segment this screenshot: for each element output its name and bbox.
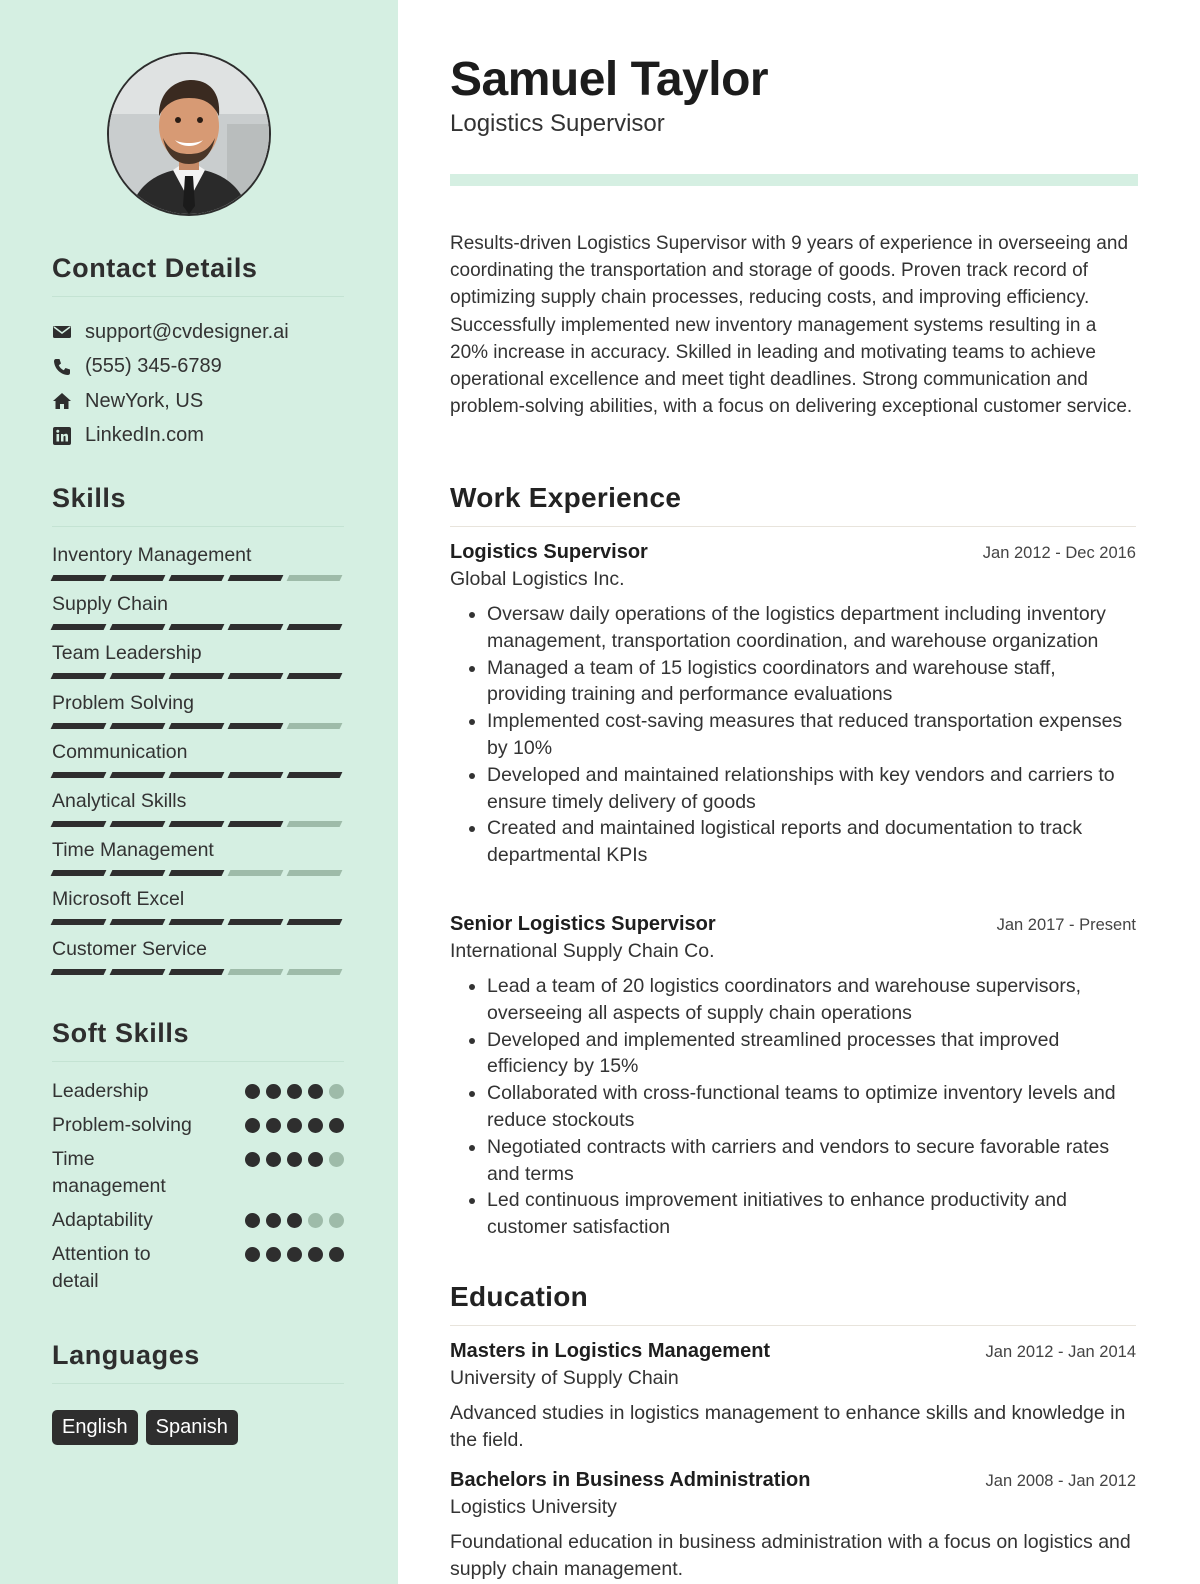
soft-skill-item <box>52 1241 344 1295</box>
rating-dot <box>245 1084 260 1099</box>
languages-heading: Languages <box>52 1340 344 1384</box>
job-company: International Supply Chain Co. <box>450 940 715 962</box>
contact-location-text: NewYork, US <box>85 389 204 412</box>
skill-level-segment <box>169 624 225 630</box>
skill-item <box>52 543 344 592</box>
rating-dot <box>308 1118 323 1133</box>
rating-dot <box>245 1118 260 1133</box>
job-company: Global Logistics Inc. <box>450 568 625 590</box>
skill-name: Communication <box>52 740 188 763</box>
skill-level-segment <box>110 919 166 925</box>
languages-section <box>52 1340 344 1445</box>
profile-photo <box>109 54 269 214</box>
rating-dot <box>287 1213 302 1228</box>
soft-skill-item <box>52 1207 344 1234</box>
linkedin-icon <box>52 426 72 446</box>
skill-level-segment <box>51 919 107 925</box>
skill-level-segment <box>169 821 225 827</box>
home-icon <box>52 391 72 411</box>
rating-dot <box>308 1084 323 1099</box>
skill-name: Analytical Skills <box>52 789 187 812</box>
skill-level-segment <box>51 969 107 975</box>
phone-icon <box>52 357 72 377</box>
skill-level-segment <box>287 821 343 827</box>
job-bullet: • Developed and maintained relationships with key vendors and carriers to ensure timely delivery of goods <box>487 762 1136 816</box>
job-bullet: • Lead a team of 20 logistics coordinators and warehouse supervisors, overseeing all aspects of supply chain operations <box>487 973 1136 1027</box>
skill-item <box>52 838 344 887</box>
soft-skill-name: Problem-solving <box>52 1114 192 1136</box>
rating-dot <box>266 1118 281 1133</box>
skills-section <box>52 483 344 986</box>
education-entry <box>450 1469 1136 1583</box>
contact-phone-text: (555) 345-6789 <box>85 355 222 378</box>
rating-dot <box>266 1084 281 1099</box>
soft-skill-rating <box>245 1241 344 1262</box>
job-bullet: • Implemented cost-saving measures that reduced transportation expenses by 10% <box>487 708 1136 762</box>
skill-level-segment <box>51 821 107 827</box>
contact-linkedin-text: LinkedIn.com <box>85 424 204 447</box>
skill-level-segment <box>169 870 225 876</box>
job-bullets <box>450 973 1136 1241</box>
job-bullet: • Negotiated contracts with carriers and vendors to secure favorable rates and terms <box>487 1134 1136 1188</box>
skill-level-segment <box>228 919 284 925</box>
skill-level-bar <box>52 723 344 729</box>
skill-name: Microsoft Excel <box>52 888 185 911</box>
skill-level-segment <box>228 772 284 778</box>
job-entry <box>450 913 1136 1241</box>
skill-level-segment <box>169 723 225 729</box>
skill-level-segment <box>287 673 343 679</box>
skill-level-segment <box>110 624 166 630</box>
soft-skill-item <box>52 1078 344 1105</box>
rating-dot <box>329 1084 344 1099</box>
skill-level-segment <box>287 723 343 729</box>
rating-dot <box>308 1213 323 1228</box>
soft-skill-item <box>52 1146 344 1200</box>
skill-item <box>52 641 344 690</box>
skill-level-segment <box>169 575 225 581</box>
soft-skill-rating <box>245 1112 344 1133</box>
skill-level-bar <box>52 772 344 778</box>
language-badge: Spanish <box>146 1410 238 1445</box>
skill-name: Customer Service <box>52 937 207 960</box>
job-entry <box>450 541 1136 869</box>
job-bullet: • Developed and implemented streamlined processes that improved efficiency by 15% <box>487 1027 1136 1081</box>
skill-level-segment <box>287 969 343 975</box>
skill-level-segment <box>51 673 107 679</box>
skill-level-segment <box>110 673 166 679</box>
language-badge: English <box>52 1410 138 1445</box>
degree-dates: Jan 2008 - Jan 2012 <box>985 1472 1136 1490</box>
rating-dot <box>287 1084 302 1099</box>
skill-name: Time Management <box>52 839 214 862</box>
skill-level-segment <box>228 821 284 827</box>
skill-level-segment <box>169 772 225 778</box>
skill-level-segment <box>110 821 166 827</box>
contact-email-text: support@cvdesigner.ai <box>85 320 289 343</box>
job-bullet: • Led continuous improvement initiatives to enhance productivity and customer satisfaction <box>487 1187 1136 1241</box>
skill-level-bar <box>52 673 344 679</box>
rating-dot <box>287 1118 302 1133</box>
degree-title: Masters in Logistics Management <box>450 1340 771 1362</box>
skill-level-bar <box>52 624 344 630</box>
sidebar <box>0 0 398 1584</box>
education-heading: Education <box>450 1281 1136 1326</box>
soft-skill-name: Adaptability <box>52 1209 153 1231</box>
soft-skill-name: Time management <box>52 1148 166 1197</box>
skill-level-segment <box>110 969 166 975</box>
rating-dot <box>329 1213 344 1228</box>
degree-title: Bachelors in Business Administration <box>450 1469 811 1491</box>
skill-level-segment <box>228 673 284 679</box>
skill-level-segment <box>169 919 225 925</box>
school-name: University of Supply Chain <box>450 1367 679 1389</box>
job-title: Logistics Supervisor <box>450 541 648 563</box>
skill-level-segment <box>110 575 166 581</box>
envelope-icon <box>52 322 72 342</box>
contact-phone[interactable] <box>52 350 344 385</box>
skill-level-segment <box>51 772 107 778</box>
soft-skills-section <box>52 1018 344 1302</box>
soft-skills-list <box>52 1078 344 1295</box>
work-experience-heading: Work Experience <box>450 482 1136 527</box>
profile-summary: Results-driven Logistics Supervisor with 9 years of experience in overseeing and coordinating the transportation and storage of goods. Proven track record of optimizing supply chain processes, reducing costs, and improving efficiency. Successfully implemented new inventory management systems resulting in a 20% increase in accuracy. Skilled in leading and motivating teams to achieve operational excellence and meet tight deadlines. Strong communication and problem-solving abilities, with a focus on delivering exceptional customer service. <box>450 233 1133 418</box>
skill-item <box>52 789 344 838</box>
soft-skill-name: Attention to detail <box>52 1243 151 1292</box>
skill-level-bar <box>52 870 344 876</box>
skill-level-segment <box>228 575 284 581</box>
skill-level-segment <box>110 772 166 778</box>
education-entry <box>450 1340 1136 1454</box>
skill-name: Problem Solving <box>52 691 194 714</box>
rating-dot <box>329 1118 344 1133</box>
contact-heading: Contact Details <box>52 253 344 297</box>
skill-level-segment <box>169 969 225 975</box>
contact-location <box>52 384 344 419</box>
skill-level-segment <box>110 870 166 876</box>
skill-item <box>52 937 344 986</box>
skill-level-segment <box>287 772 343 778</box>
job-dates: Jan 2017 - Present <box>996 916 1136 934</box>
skill-name: Inventory Management <box>52 544 252 566</box>
skill-level-segment <box>228 969 284 975</box>
avatar <box>107 52 271 216</box>
soft-skill-rating <box>245 1078 344 1099</box>
rating-dot <box>245 1152 260 1167</box>
skill-name: Supply Chain <box>52 593 168 616</box>
job-bullet: • Oversaw daily operations of the logistics department including inventory management, transportation coordination, and warehouse organization <box>487 601 1136 655</box>
degree-description: Advanced studies in logistics management to enhance skills and knowledge in the field. <box>450 1402 1126 1451</box>
skill-level-segment <box>51 723 107 729</box>
job-dates: Jan 2012 - Dec 2016 <box>982 544 1136 562</box>
skill-item <box>52 740 344 789</box>
contact-section <box>52 253 344 453</box>
skills-list <box>52 543 344 986</box>
contact-email[interactable] <box>52 315 344 350</box>
skill-level-segment <box>51 624 107 630</box>
soft-skill-rating <box>245 1207 344 1228</box>
degree-description: Foundational education in business administration with a focus on logistics and supply chain management. <box>450 1531 1131 1580</box>
contact-linkedin[interactable] <box>52 419 344 454</box>
soft-skill-name: Leadership <box>52 1080 149 1102</box>
rating-dot <box>287 1247 302 1262</box>
skill-level-segment <box>51 575 107 581</box>
job-title: Senior Logistics Supervisor <box>450 913 716 935</box>
job-bullet: • Collaborated with cross-functional teams to optimize inventory levels and reduce stockouts <box>487 1080 1136 1134</box>
rating-dot <box>266 1247 281 1262</box>
skills-heading: Skills <box>52 483 344 527</box>
skill-item <box>52 887 344 936</box>
rating-dot <box>266 1152 281 1167</box>
skill-level-bar <box>52 919 344 925</box>
soft-skill-rating <box>245 1146 344 1167</box>
skill-level-segment <box>228 723 284 729</box>
rating-dot <box>287 1152 302 1167</box>
skill-item <box>52 691 344 740</box>
candidate-name: Samuel Taylor <box>450 53 769 106</box>
skill-level-segment <box>110 723 166 729</box>
rating-dot <box>266 1213 281 1228</box>
job-bullet: • Created and maintained logistical reports and documentation to track departmental KPIs <box>487 815 1136 869</box>
skill-level-segment <box>287 870 343 876</box>
rating-dot <box>245 1213 260 1228</box>
degree-dates: Jan 2012 - Jan 2014 <box>985 1343 1136 1361</box>
skill-level-bar <box>52 969 344 975</box>
languages-list <box>52 1410 344 1445</box>
skill-level-bar <box>52 575 344 581</box>
skill-level-segment <box>228 624 284 630</box>
skill-level-segment <box>51 870 107 876</box>
soft-skills-heading: Soft Skills <box>52 1018 344 1062</box>
skill-level-segment <box>287 624 343 630</box>
skill-level-segment <box>287 575 343 581</box>
job-bullet: • Managed a team of 15 logistics coordinators and warehouse staff, providing training and performance evaluations <box>487 655 1136 709</box>
skill-name: Team Leadership <box>52 642 202 665</box>
rating-dot <box>308 1247 323 1262</box>
rating-dot <box>245 1247 260 1262</box>
rating-dot <box>329 1247 344 1262</box>
skill-level-segment <box>169 673 225 679</box>
rating-dot <box>329 1152 344 1167</box>
skill-level-segment <box>287 919 343 925</box>
soft-skill-item <box>52 1112 344 1139</box>
school-name: Logistics University <box>450 1496 617 1518</box>
skill-level-bar <box>52 821 344 827</box>
rating-dot <box>308 1152 323 1167</box>
job-bullets <box>450 601 1136 869</box>
skill-item <box>52 592 344 641</box>
candidate-title: Logistics Supervisor <box>450 110 665 137</box>
skill-level-segment <box>228 870 284 876</box>
accent-divider <box>450 174 1138 186</box>
contact-list <box>52 315 344 453</box>
